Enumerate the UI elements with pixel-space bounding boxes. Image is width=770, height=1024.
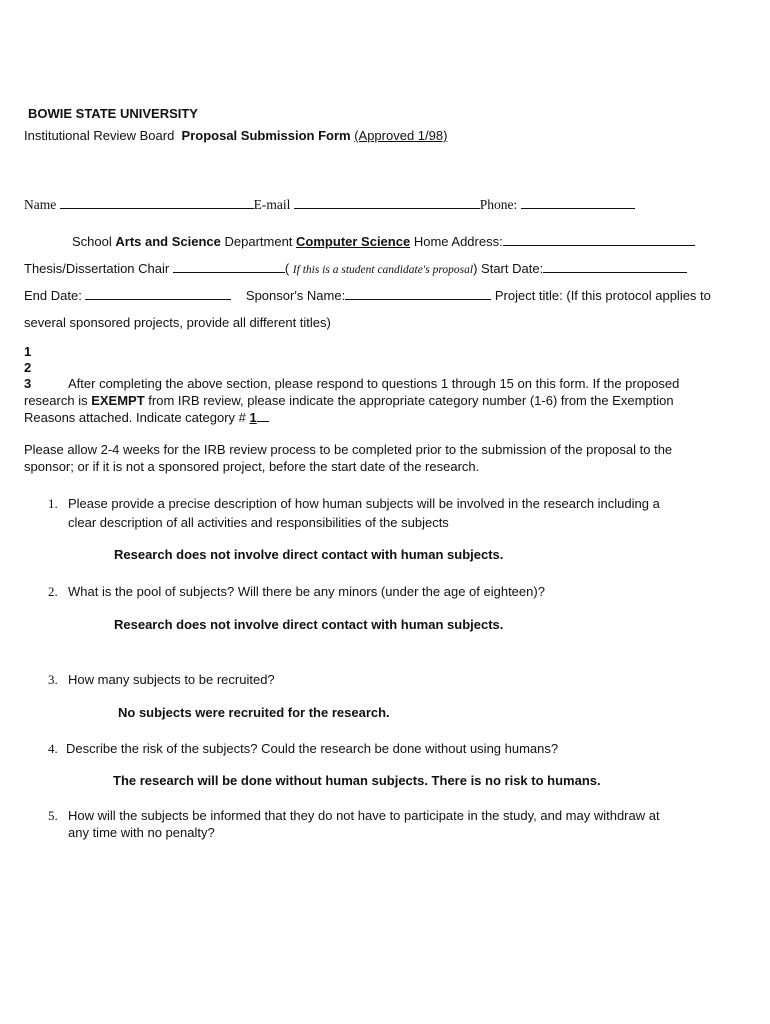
instructions-text: research is: [24, 393, 88, 408]
approved-note: (Approved 1/98): [354, 128, 448, 143]
answer-2: Research does not involve direct contact with human subjects.: [114, 617, 504, 632]
instructions-line-1: After completing the above section, please respond to questions 1 through 15 on this form. If the proposed: [68, 376, 680, 391]
question-text: Please provide a precise description of how human subjects will be involved in the research including a: [68, 496, 660, 511]
home-address-label: Home Address:: [413, 234, 503, 249]
question-text: How many subjects to be recruited?: [68, 672, 275, 687]
review-period-line-1: Please allow 2-4 weeks for the IRB review process to be completed prior to the submission of the proposal to the: [24, 442, 673, 457]
question-text: clear description of all activities and responsibilities of the subjects: [68, 515, 449, 530]
email-label: E-mail: [253, 197, 291, 212]
instructions-line-3: [24, 410, 269, 425]
category-value: 1: [249, 410, 257, 425]
chair-note: If this is a student candidate's proposal: [292, 264, 474, 276]
question-text: Describe the risk of the subjects? Could the research be done without using humans?: [66, 741, 559, 756]
question-number: 4.: [48, 741, 58, 756]
project-title-label: Project title: (If this protocol applies to: [494, 288, 711, 303]
school-value: Arts and Science: [115, 234, 221, 249]
question-number: 5.: [48, 808, 58, 823]
department-value: Computer Science: [296, 234, 411, 249]
name-label: Name: [24, 197, 57, 212]
school-row: [72, 234, 695, 249]
chair-row: Thesis/Dissertation Chair ( If this is a student candidate's proposal) Start Date:: [24, 261, 687, 276]
question-number: 2.: [48, 584, 58, 599]
question-text: any time with no penalty?: [68, 825, 215, 840]
department-label: Department: [224, 234, 293, 249]
question-1: [44, 494, 734, 532]
question-text: How will the subjects be informed that they do not have to participate in the study, and may withdraw at: [68, 808, 660, 823]
email-field[interactable]: [294, 197, 480, 209]
end-date-field[interactable]: [85, 288, 231, 300]
board-name: Institutional Review Board: [24, 128, 175, 143]
answer-4: The research will be done without human subjects. There is no risk to humans.: [113, 773, 601, 788]
question-3: [44, 670, 734, 689]
question-number: 3.: [48, 672, 58, 687]
end-date-label: End Date:: [24, 288, 82, 303]
question-text: What is the pool of subjects? Will there be any minors (under the age of eighteen)?: [68, 584, 545, 599]
university-name: BOWIE STATE UNIVERSITY: [28, 106, 198, 121]
answer-3: No subjects were recruited for the research.: [118, 705, 390, 720]
chair-label: Thesis/Dissertation Chair: [24, 261, 170, 276]
home-address-field[interactable]: [503, 234, 695, 246]
end-date-row: [24, 288, 711, 303]
sponsor-label: Sponsor's Name:: [245, 288, 346, 303]
numbered-line-1: 1: [24, 344, 32, 359]
form-header: [24, 128, 447, 143]
question-number: 1.: [48, 496, 58, 511]
question-4: [44, 739, 734, 758]
exempt-label: EXEMPT: [91, 393, 145, 408]
instructions-line-2: [24, 393, 674, 408]
question-5: [44, 806, 734, 842]
chair-field[interactable]: [173, 261, 285, 273]
contact-row: [24, 197, 635, 213]
form-title: Proposal Submission Form: [181, 128, 351, 143]
name-field[interactable]: [60, 197, 254, 209]
numbered-line-3: 3: [24, 376, 32, 391]
start-date-label: Start Date:: [481, 261, 544, 276]
instructions-text: Reasons attached. Indicate category #: [24, 410, 246, 425]
phone-field[interactable]: [521, 197, 635, 209]
answer-1: Research does not involve direct contact with human subjects.: [114, 547, 504, 562]
review-period-line-2: sponsor; or if it is not a sponsored project, before the start date of the research.: [24, 459, 480, 474]
question-2: [44, 582, 734, 601]
category-field[interactable]: [257, 410, 269, 422]
instructions-text: from IRB review, please indicate the appropriate category number (1-6) from the Exemption: [148, 393, 674, 408]
phone-label: Phone:: [479, 197, 518, 212]
sponsor-field[interactable]: [345, 288, 491, 300]
project-title-cont: several sponsored projects, provide all different titles): [24, 315, 331, 330]
school-label: School: [72, 234, 112, 249]
numbered-line-2: 2: [24, 360, 32, 375]
start-date-field[interactable]: [543, 261, 687, 273]
